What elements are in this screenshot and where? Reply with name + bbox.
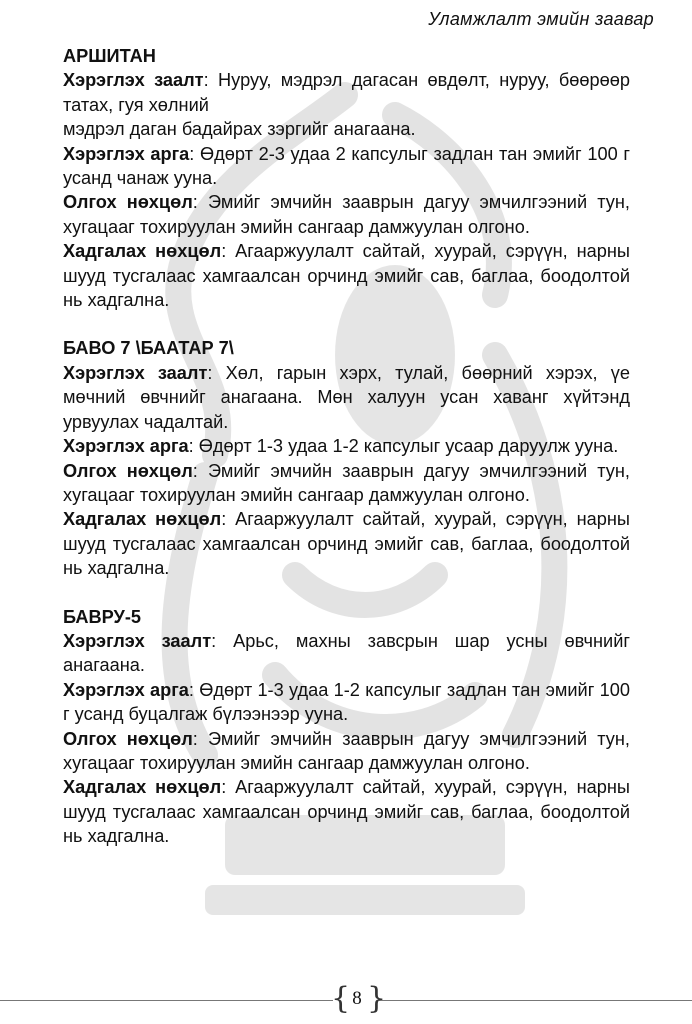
instruction-paragraph: [63, 239, 630, 312]
instruction-label: Хэрэглэх заалт: [63, 70, 204, 91]
instruction-label: Хадгалах нөхцөл: [63, 777, 222, 798]
drug-section: [63, 605, 630, 849]
instruction-paragraph: [63, 142, 630, 191]
drug-section: [63, 336, 630, 580]
instruction-text: : Өдөрт 1-3 удаа 1-2 капсулыг задлан тан эмийг 100 г усанд буцалгаж бүлээнээр ууна.: [63, 679, 630, 725]
instruction-paragraph: [63, 434, 630, 458]
instruction-paragraph: [63, 68, 630, 141]
instruction-paragraph: [63, 775, 630, 848]
instruction-label: Олгох нөхцөл: [63, 460, 193, 481]
instruction-paragraph: [63, 190, 630, 239]
left-brace-ornament: {: [331, 981, 351, 1016]
running-header: Уламжлалт эмийн заавар: [428, 9, 654, 29]
page-number: 8: [352, 988, 362, 1009]
instruction-label: Олгох нөхцөл: [63, 192, 193, 213]
instruction-paragraph: [63, 459, 630, 508]
drug-title: БАВО 7 \БААТАР 7\: [63, 338, 234, 359]
instruction-paragraph: [63, 629, 630, 678]
right-brace-ornament: }: [367, 981, 387, 1016]
instruction-label: Хэрэглэх арга: [63, 436, 189, 457]
instruction-paragraph: [63, 361, 630, 434]
instruction-label: Олгох нөхцөл: [63, 728, 193, 749]
instruction-paragraph: [63, 727, 630, 776]
instruction-text: : Агааржуулалт сайтай, хуурай, сэрүүн, нарны шууд тусгалаас хамгаалсан орчинд эмийг сав, баглаа, боодолтой нь хадгална.: [63, 509, 630, 579]
document-body: [63, 44, 630, 849]
instruction-label: Хадгалах нөхцөл: [63, 509, 222, 530]
instruction-text: : Хөл, гарын хэрх, тулай, бөөрний хэрэх, үе мөчний өвчнийг анагаана. Мөн халуун усан хаванг хүйтэнд урвуулах чадалтай.: [63, 362, 631, 432]
instruction-text: : Арьс, махны завсрын шар усны өвчнийг анагаана.: [63, 630, 630, 676]
drug-title: АРШИТАН: [63, 46, 156, 66]
instruction-text: : Нуруу, мэдрэл дагасан өвдөлт, нуруу, бөөрөөр татах, гуя хөлний мэдрэл даган бадайрах зэргийг анагаана.: [63, 70, 631, 140]
instruction-paragraph: [63, 678, 630, 727]
instruction-label: Хэрэглэх арга: [63, 143, 190, 164]
instruction-label: Хэрэглэх заалт: [63, 362, 208, 383]
instruction-text: : Агааржуулалт сайтай, хуурай, сэрүүн, нарны шууд тусгалаас хамгаалсан орчинд эмийг сав, баглаа, боодолтой нь хадгална.: [63, 777, 630, 847]
instruction-text: : Эмийг эмчийн зааврын дагуу эмчилгээний тун, хугацааг тохируулан эмийн сангаар дамжуулан олгоно.: [63, 192, 630, 237]
instruction-text: : Эмийг эмчийн зааврын дагуу эмчилгээний тун, хугацааг тохируулан эмийн сангаар дамжуулан олгоно.: [63, 460, 630, 505]
instruction-paragraph: [63, 507, 630, 580]
instruction-text: : Өдөрт 2-3 удаа 2 капсулыг задлан тан эмийг 100 г усанд чанаж ууна.: [63, 143, 630, 189]
instruction-text: : Эмийг эмчийн зааврын дагуу эмчилгээний тун, хугацааг тохируулан эмийн сангаар дамжуулан олгоно.: [63, 728, 630, 773]
instruction-label: Хэрэглэх арга: [63, 679, 189, 700]
instruction-text: : Агааржуулалт сайтай, хуурай, сэрүүн, нарны шууд тусгалаас хамгаалсан орчинд эмийг сав, баглаа, боодолтой нь хадгална.: [63, 241, 630, 311]
instruction-text: : Өдөрт 1-3 удаа 1-2 капсулыг усаар даруулж ууна.: [188, 436, 619, 457]
instruction-label: Хэрэглэх заалт: [63, 630, 212, 651]
drug-title: БАВРУ-5: [63, 606, 142, 627]
drug-section: [63, 44, 630, 312]
instruction-label: Хадгалах нөхцөл: [63, 241, 222, 262]
